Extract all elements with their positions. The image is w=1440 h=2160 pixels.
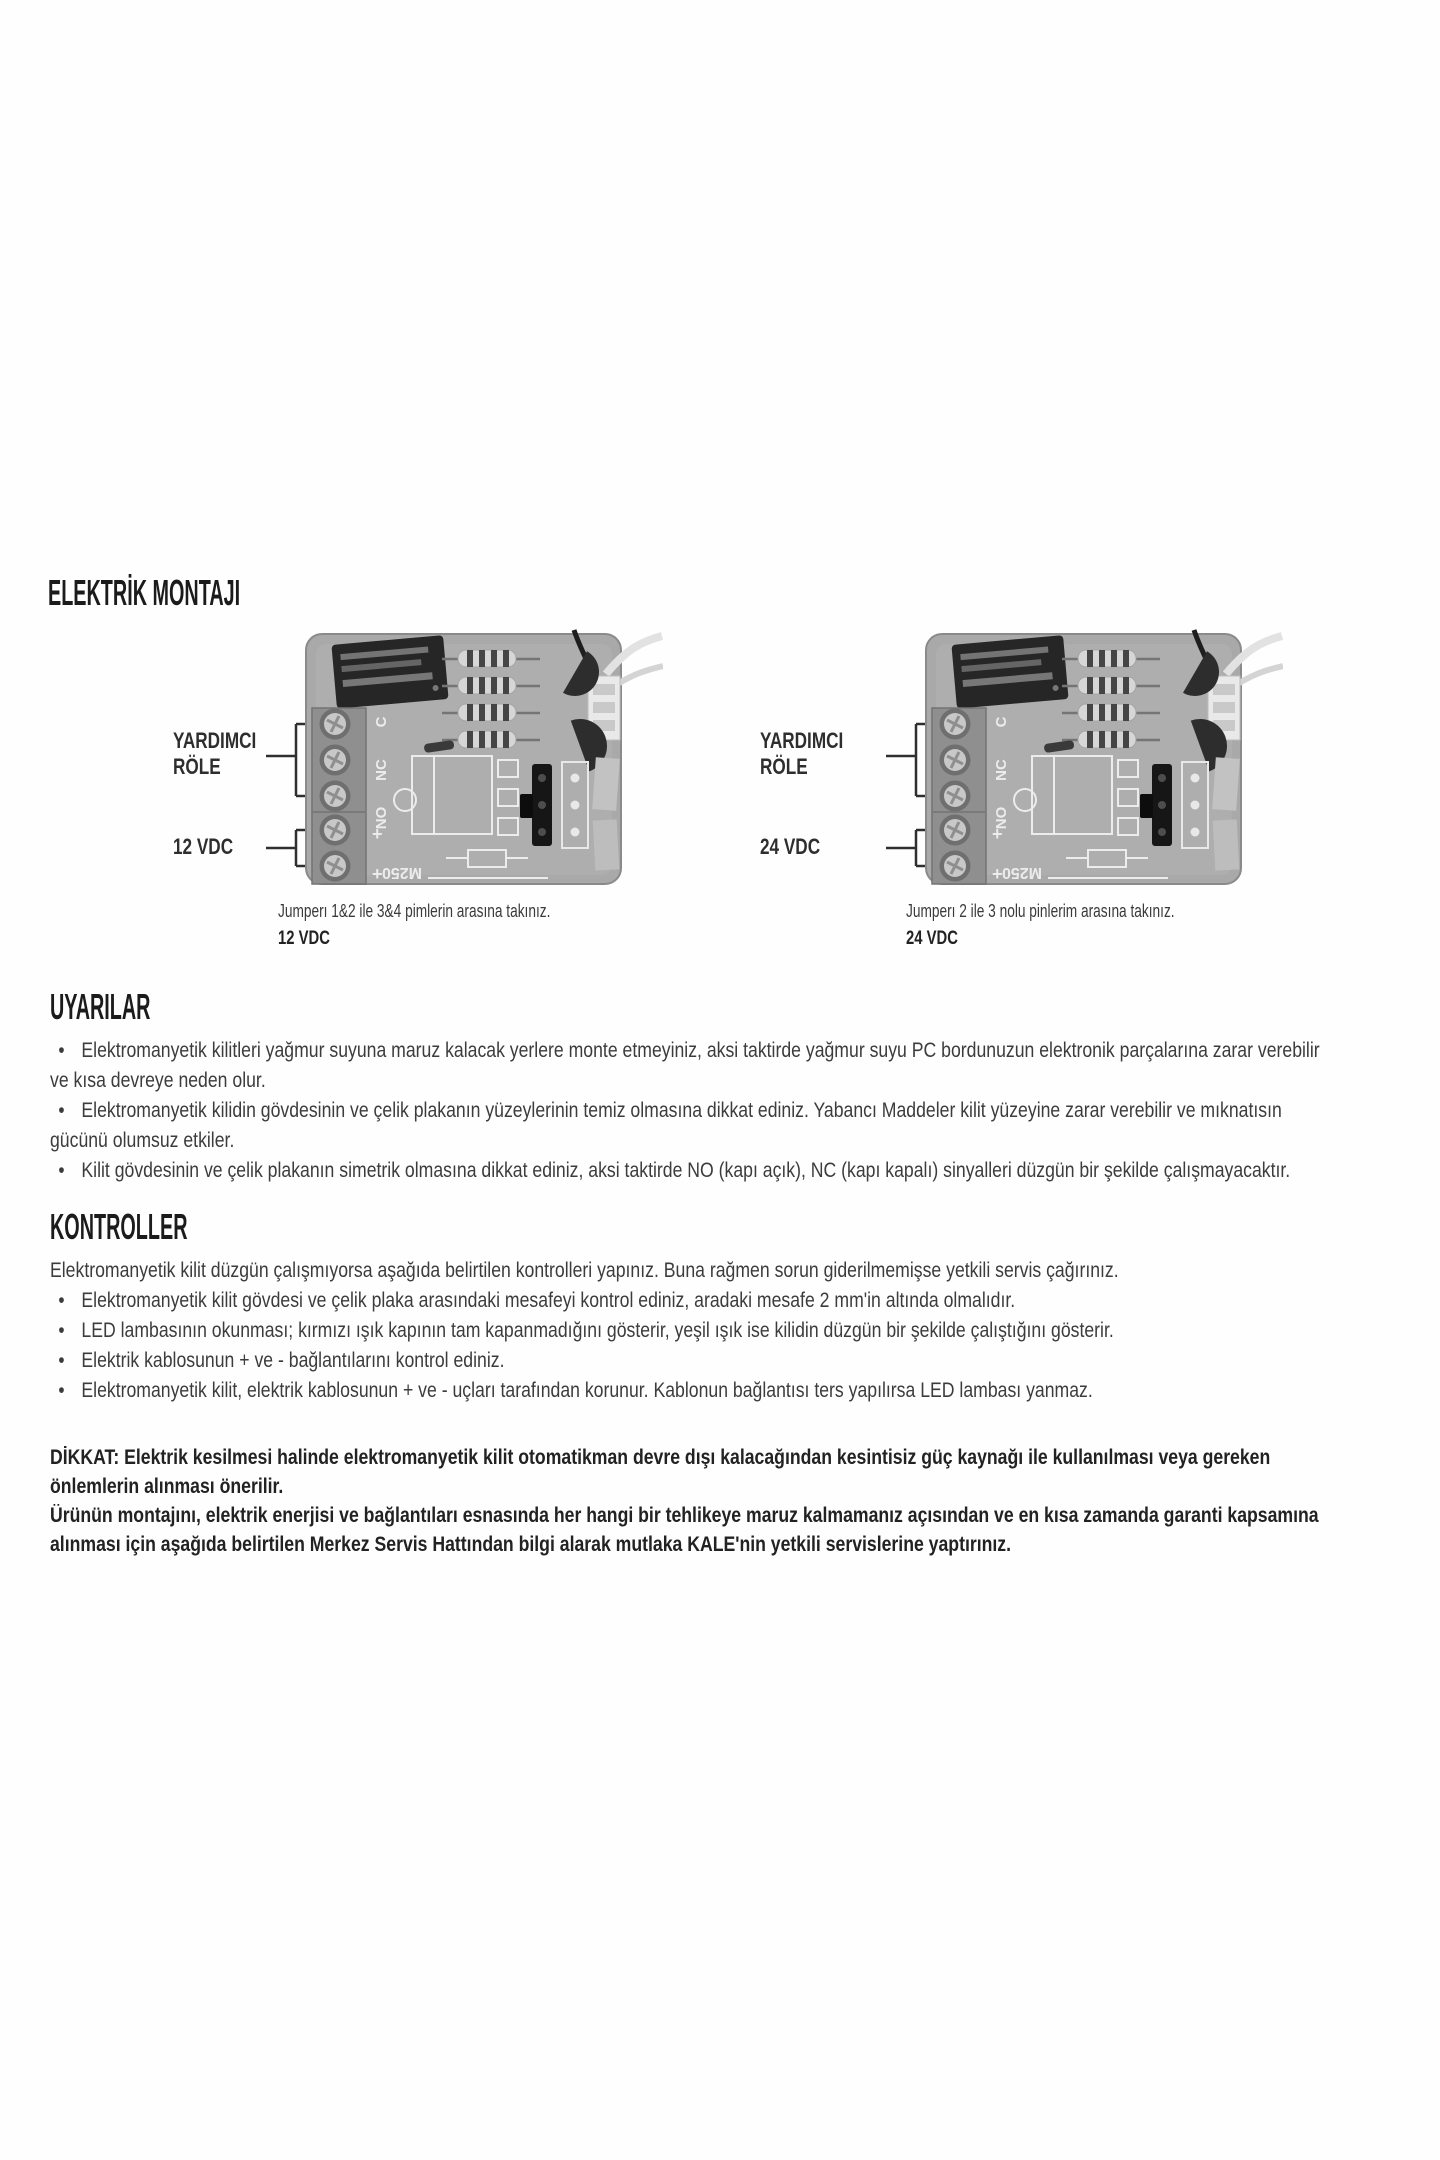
bullet-text: Elektromanyetik kilidin gövdesinin ve çelik plakanın yüzeylerinin temiz olmasına dikkat ediniz. Yabancı Maddeler kilit yüzeyine zarar verebilir ve mıknatısın	[81, 1099, 1282, 1122]
warnings-heading: UYARILAR	[50, 986, 151, 1027]
silkscreen-plus: +	[372, 824, 383, 844]
power-label: 24 VDC	[760, 834, 821, 859]
terminal-screws	[940, 709, 971, 882]
silkscreen-plus: +	[992, 864, 1003, 884]
control-bullet-line	[50, 1376, 1119, 1406]
bullet-dot: •	[58, 1379, 65, 1402]
figure-right	[748, 628, 1283, 890]
bullet-text: Kilit gövdesinin ve çelik plakanın simetrik olmasına dikkat ediniz, aksi taktirde NO (kapı açık), NC (kapı kapalı) sinyalleri düzgün bir şekilde çalışmayacaktır.	[81, 1159, 1291, 1182]
control-bullet-line	[50, 1286, 1119, 1316]
power-label: 12 VDC	[173, 834, 234, 859]
caption-voltage: 24 VDC	[906, 928, 958, 949]
aux-relay-label: YARDIMCI RÖLE	[760, 728, 844, 779]
controls-list	[50, 1256, 1322, 1406]
terminal-screws	[320, 709, 351, 882]
screw-terminal-block	[932, 708, 986, 884]
bullet-dot: •	[58, 1319, 65, 1342]
bullet-text: LED lambasının okunması; kırmızı ışık kapının tam kapanmadığını gösterir, yeşil ışık ise kilidin düzgün bir şekilde çalıştığını gösterir.	[81, 1319, 1114, 1342]
notice-line: Ürünün montajını, elektrik enerjisi ve bağlantıları esnasında her hangi bir tehlikeye maruz kalmamanız açısından ve en kısa zamanda garanti kapsamına	[50, 1504, 1319, 1527]
controls-heading: KONTROLLER	[50, 1206, 188, 1247]
silkscreen-model: M250	[1001, 864, 1042, 881]
silkscreen-c: C	[373, 716, 390, 728]
bullet-text: gücünü olumsuz etkiler.	[50, 1129, 235, 1152]
screw-terminal-block	[312, 708, 366, 884]
silkscreen-no: NO	[373, 806, 390, 830]
caption-text: Jumperı 1&2 ile 3&4 pimlerin arasına takınız.	[278, 900, 551, 921]
figure-caption-left	[278, 897, 646, 953]
relay	[331, 635, 448, 709]
bullet-text: Elektromanyetik kilit gövdesi ve çelik plaka arasındaki mesafeyi kontrol ediniz, aradaki mesafe 2 mm'in altında olmalıdır.	[81, 1289, 1016, 1312]
warning-bullet-line	[50, 1036, 1320, 1066]
caption-voltage: 12 VDC	[278, 928, 330, 949]
bullet-dot: •	[58, 1289, 65, 1312]
silkscreen-model: M250	[381, 864, 422, 881]
bullet-dot: •	[58, 1159, 65, 1182]
bullet-dot: •	[58, 1039, 65, 1062]
aux-relay-label: YARDIMCI RÖLE	[173, 728, 257, 779]
silkscreen-nc: NC	[993, 759, 1010, 781]
warnings-list	[50, 1036, 1440, 1186]
solder-pad	[1213, 819, 1240, 870]
bullet-dot: •	[58, 1349, 65, 1372]
silkscreen-plus: +	[372, 864, 383, 884]
figure-caption-right	[906, 897, 1269, 953]
bullet-text: Elektrik kablosunun + ve - bağlantılarını kontrol ediniz.	[81, 1349, 505, 1372]
relay	[951, 635, 1068, 709]
controls-intro: Elektromanyetik kilit düzgün çalışmıyorsa aşağıda belirtilen kontrolleri yapınız. Buna rağmen sorun giderilmemişse yetkili servis çağırınız.	[50, 1259, 1119, 1282]
control-bullet-line	[50, 1346, 1119, 1376]
warning-bullet-line	[50, 1156, 1320, 1186]
figure-left	[128, 628, 663, 890]
silkscreen-c: C	[993, 716, 1010, 728]
solder-pad	[592, 757, 620, 811]
silkscreen-no: NO	[993, 806, 1010, 830]
notice-line: DİKKAT: Elektrik kesilmesi halinde elektromanyetik kilit otomatikman devre dışı kalacağından kesintisiz güç kaynağı ile kullanılması veya gereken	[50, 1446, 1271, 1469]
warning-bullet-line	[50, 1096, 1320, 1126]
page-title: ELEKTRİK MONTAJI	[48, 572, 241, 613]
pcb-board	[926, 630, 1283, 884]
solder-pad	[1212, 757, 1240, 811]
notice-line: önlemlerin alınması önerilir.	[50, 1475, 284, 1498]
caption-text: Jumperı 2 ile 3 nolu pinlerim arasına takınız.	[906, 900, 1175, 921]
bullet-text: ve kısa devreye neden olur.	[50, 1069, 266, 1092]
control-bullet-line	[50, 1316, 1119, 1346]
pcb-board	[306, 630, 663, 884]
bullet-text: Elektromanyetik kilitleri yağmur suyuna maruz kalacak yerlere monte etmeyiniz, aksi taktirde yağmur suyu PC bordunuzun elektronik parçalarına zarar verebilir	[81, 1039, 1320, 1062]
warning-bullet-continuation	[50, 1126, 1320, 1156]
bullet-dot: •	[58, 1099, 65, 1122]
warning-bullet-continuation	[50, 1066, 1320, 1096]
silkscreen-plus: +	[992, 824, 1003, 844]
notice-line: alınması için aşağıda belirtilen Merkez Servis Hattından bilgi alarak mutlaka KALE'nin yetkili servislerine yaptırınız.	[50, 1533, 1012, 1556]
bullet-text: Elektromanyetik kilit, elektrik kablosunun + ve - uçları tarafından korunur. Kablonun bağlantısı ters yapılırsa LED lambası yanmaz.	[81, 1379, 1093, 1402]
silkscreen-nc: NC	[373, 759, 390, 781]
solder-pad	[593, 819, 620, 870]
notice-block	[50, 1443, 1440, 1559]
